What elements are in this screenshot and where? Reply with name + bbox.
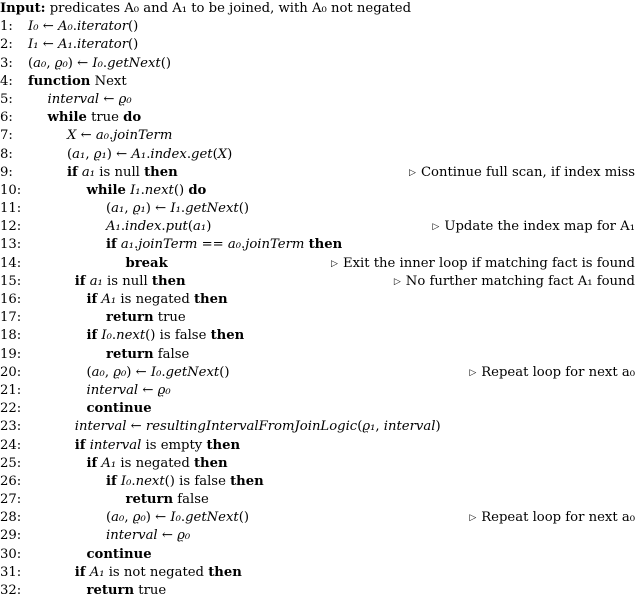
algorithm-line — [0, 582, 636, 600]
code-statement: if a₁ is null then — [67, 164, 178, 180]
algorithm-line — [0, 527, 636, 545]
code-statement: if A₁ is negated then — [86, 292, 228, 307]
code-statement: A₁.index.put(a₁) — [106, 219, 212, 235]
code-statement: continue — [86, 401, 152, 417]
code-statement: while I₁.next() do — [86, 182, 207, 198]
algorithm-line — [0, 200, 636, 218]
algorithm-input-line — [0, 0, 636, 18]
input-description: predicates A₀ and A₁ to be joined, with A₀ not negated — [49, 1, 412, 16]
comment-text: Repeat loop for next a₀ — [481, 364, 635, 380]
code-statement: if a₁.joinTerm == a₀.joinTerm then — [106, 237, 343, 253]
code-statement: continue — [86, 546, 152, 562]
algorithm-line — [0, 146, 636, 164]
line-number: 15: — [0, 273, 22, 289]
line-number: 1: — [0, 19, 13, 35]
code-comment — [469, 509, 635, 528]
line-number: 6: — [0, 110, 13, 126]
algorithm-line — [0, 273, 636, 291]
code-comment — [331, 255, 635, 274]
code-comment — [432, 218, 635, 237]
code-statement: function Next — [28, 73, 127, 89]
comment-text: Continue full scan, if index miss — [420, 164, 635, 180]
comment-triangle-icon: ▷ — [409, 167, 416, 178]
code-statement: if I₀.next() is false then — [86, 328, 245, 344]
algorithm-line — [0, 73, 636, 91]
algorithm-line — [0, 91, 636, 109]
line-number: 23: — [0, 419, 22, 435]
line-number: 32: — [0, 583, 22, 598]
line-number: 3: — [0, 55, 13, 71]
algorithm-line — [0, 327, 636, 345]
line-number: 9: — [0, 164, 13, 180]
algorithm-line — [0, 564, 636, 582]
code-statement: if a₁ is null then — [74, 273, 186, 289]
comment-triangle-icon: ▷ — [331, 258, 338, 269]
code-statement: interval ← ϱ₀ — [47, 91, 132, 107]
comment-triangle-icon: ▷ — [469, 367, 477, 378]
algorithm-line — [0, 400, 636, 418]
algorithm-line — [0, 127, 636, 145]
algorithm-lines — [0, 18, 636, 600]
algorithm-line — [0, 418, 636, 436]
algorithm-line — [0, 491, 636, 509]
algorithm-line — [0, 36, 636, 54]
algorithm-line — [0, 473, 636, 491]
line-number: 30: — [0, 546, 22, 562]
code-statement: if interval is empty then — [74, 437, 241, 453]
line-number: 12: — [0, 219, 22, 235]
code-statement: return false — [106, 346, 190, 362]
line-number: 10: — [0, 182, 22, 198]
code-statement: (a₀, ϱ₀) ← I₀.getNext() — [86, 364, 230, 380]
algorithm-line — [0, 182, 636, 200]
algorithm-line — [0, 346, 636, 364]
line-number: 21: — [0, 382, 22, 398]
line-number: 11: — [0, 201, 22, 217]
code-statement: (a₁, ϱ₁) ← I₁.getNext() — [106, 201, 250, 217]
code-statement: interval ← resultingIntervalFromJoinLogic(ϱ₁, interval) — [74, 419, 441, 435]
line-number: 8: — [0, 146, 13, 162]
code-statement: while true do — [47, 110, 142, 126]
code-comment — [469, 364, 635, 383]
code-statement: if A₁ is not negated then — [74, 564, 242, 580]
line-number: 25: — [0, 455, 22, 471]
input-label: Input: — [0, 1, 46, 16]
line-number: 14: — [0, 255, 22, 271]
algorithm-line — [0, 18, 636, 36]
comment-triangle-icon: ▷ — [469, 513, 477, 524]
line-number: 27: — [0, 492, 22, 508]
line-number: 20: — [0, 364, 22, 380]
line-number: 7: — [0, 128, 13, 144]
line-number: 16: — [0, 292, 22, 307]
code-statement: if A₁ is negated then — [86, 455, 228, 471]
comment-triangle-icon: ▷ — [432, 222, 440, 233]
code-statement: (a₁, ϱ₁) ← A₁.index.get(X) — [67, 146, 233, 162]
code-statement: if I₀.next() is false then — [106, 473, 264, 489]
code-statement: I₁ ← A₁.iterator() — [28, 37, 139, 53]
algorithm-line — [0, 109, 636, 127]
algorithm-line — [0, 437, 636, 455]
code-statement: interval ← ϱ₀ — [106, 528, 191, 544]
line-number: 5: — [0, 91, 13, 107]
line-number: 13: — [0, 237, 22, 253]
algorithm-line — [0, 509, 636, 527]
code-statement: (a₀, ϱ₀) ← I₀.getNext() — [106, 510, 250, 526]
algorithm-line — [0, 291, 636, 309]
code-statement: (a₀, ϱ₀) ← I₀.getNext() — [28, 55, 172, 71]
line-number: 31: — [0, 564, 22, 580]
code-statement: return false — [125, 492, 209, 508]
algorithm-line — [0, 309, 636, 327]
code-comment — [394, 273, 635, 292]
algorithm-line — [0, 55, 636, 73]
algorithm-line — [0, 164, 636, 182]
code-statement: I₀ ← A₀.iterator() — [28, 19, 139, 35]
line-number: 18: — [0, 328, 22, 344]
line-number: 19: — [0, 346, 22, 362]
comment-text: Update the index map for A₁ — [444, 219, 635, 235]
algorithm-line — [0, 236, 636, 254]
code-statement: break — [125, 255, 168, 271]
line-number: 29: — [0, 528, 22, 544]
line-number: 28: — [0, 510, 22, 526]
line-number: 4: — [0, 73, 13, 89]
algorithm-line — [0, 382, 636, 400]
comment-triangle-icon: ▷ — [393, 276, 401, 287]
code-comment — [409, 164, 635, 183]
algorithm-line — [0, 364, 636, 382]
line-number: 2: — [0, 37, 13, 53]
line-number: 26: — [0, 473, 22, 489]
code-statement: X ← a₀.joinTerm — [67, 128, 173, 144]
code-statement: interval ← ϱ₀ — [86, 382, 171, 398]
line-number: 17: — [0, 310, 22, 326]
algorithm-line — [0, 218, 636, 236]
comment-text: Exit the inner loop if matching fact is found — [342, 255, 635, 271]
comment-text: Repeat loop for next a₀ — [481, 510, 635, 526]
line-number: 24: — [0, 437, 22, 453]
code-statement: return true — [86, 583, 167, 598]
algorithm-line — [0, 255, 636, 273]
algorithm-line — [0, 546, 636, 564]
code-statement: return true — [106, 310, 186, 326]
algorithm-line — [0, 455, 636, 473]
line-number: 22: — [0, 401, 22, 417]
comment-text: No further matching fact A₁ found — [405, 273, 635, 289]
